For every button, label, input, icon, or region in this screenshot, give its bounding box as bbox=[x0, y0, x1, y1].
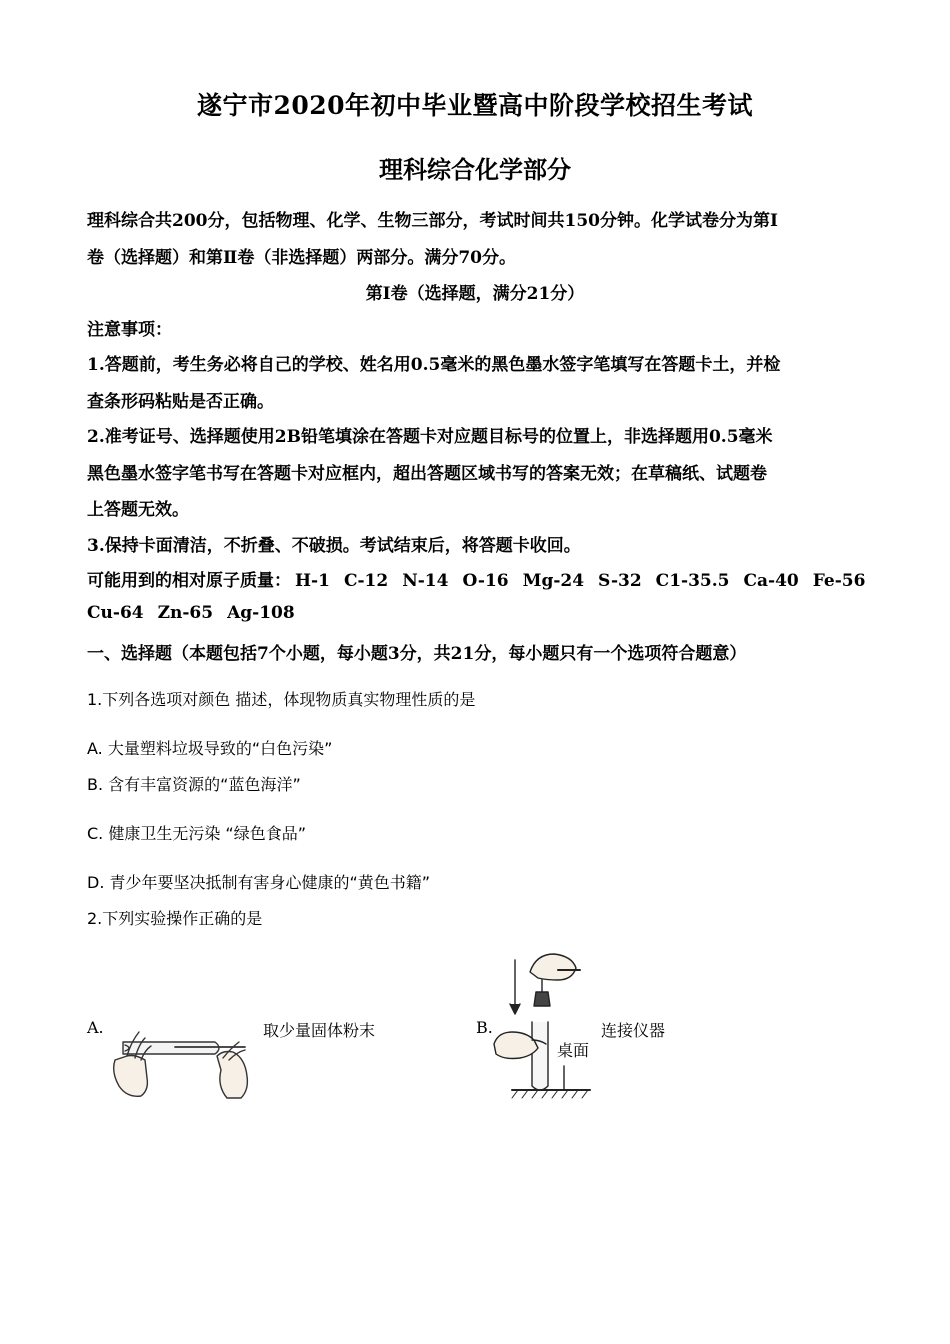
intro-line-2: 卷（选择题）和第Ⅱ卷（非选择题）两部分。满分70分。 bbox=[87, 248, 516, 268]
question-1-stem: 1.下列各选项对颜色 描述，体现物质真实物理性质的是 bbox=[87, 690, 476, 709]
mass-n: N-14 bbox=[402, 571, 449, 591]
question-2-option-a-letter: A. bbox=[87, 1018, 104, 1037]
notes-heading: 注意事项： bbox=[87, 320, 172, 340]
question-1-option-d: D. 青少年要坚决抵制有害身心健康的“黄色书籍” bbox=[87, 873, 431, 892]
part-one-heading: 一、选择题（本题包括7个小题，每小题3分，共21分，每小题只有一个选项符合题意） bbox=[87, 644, 747, 664]
atomic-masses-row-1 bbox=[87, 566, 879, 591]
connect-apparatus-illustration bbox=[492, 948, 596, 1100]
question-2-option-b-letter: B. bbox=[476, 1018, 493, 1037]
exam-title: 遂宁市2020年初中毕业暨高中阶段学校招生考试 bbox=[196, 91, 754, 120]
note-3: 3.保持卡面清洁，不折叠、不破损。考试结束后，将答题卡收回。 bbox=[87, 536, 581, 556]
question-1-option-a: A. 大量塑料垃圾导致的“白色污染” bbox=[87, 739, 333, 758]
exam-subtitle: 理科综合化学部分 bbox=[379, 155, 571, 184]
mass-mg: Mg-24 bbox=[522, 571, 585, 591]
desk-label: 桌面 bbox=[557, 1041, 590, 1060]
note-1-line-2: 查条形码粘贴是否正确。 bbox=[87, 392, 274, 412]
intro-line-1: 理科综合共200分，包括物理、化学、生物三部分，考试时间共150分钟。化学试卷分为第I bbox=[87, 211, 778, 231]
note-2-line-1: 2.准考证号、选择题使用2B铅笔填涂在答题卡对应题目标号的位置上，非选择题用0.5毫米 bbox=[87, 427, 773, 447]
question-2-option-b-caption: 连接仪器 bbox=[601, 1021, 666, 1040]
mass-o: O-16 bbox=[462, 571, 509, 591]
question-2-stem: 2.下列实验操作正确的是 bbox=[87, 909, 263, 928]
mass-c: C-12 bbox=[343, 571, 389, 591]
mass-cl: C1-35.5 bbox=[655, 571, 730, 591]
question-1-option-b: B. 含有丰富资源的“蓝色海洋” bbox=[87, 775, 301, 794]
mass-s: S-32 bbox=[598, 571, 642, 591]
mass-zn: Zn-65 bbox=[157, 603, 214, 623]
note-1-line-1: 1.答题前，考生务必将自己的学校、姓名用0.5毫米的黑色墨水签字笔填写在答题卡土，并检 bbox=[87, 355, 781, 375]
mass-fe: Fe-56 bbox=[812, 571, 866, 591]
mass-ca: Ca-40 bbox=[743, 571, 799, 591]
test-tube-powder-illustration bbox=[105, 1020, 255, 1102]
atomic-masses-row-2 bbox=[87, 603, 309, 623]
mass-cu: Cu-64 bbox=[87, 603, 144, 623]
atomic-masses-label: 可能用到的相对原子质量： bbox=[87, 571, 291, 591]
mass-h: H-1 bbox=[295, 571, 330, 591]
question-1-option-c: C. 健康卫生无污染 “绿色食品” bbox=[87, 824, 307, 843]
note-2-line-3: 上答题无效。 bbox=[87, 500, 189, 520]
mass-ag: Ag-108 bbox=[227, 603, 295, 623]
note-2-line-2: 黑色墨水签字笔书写在答题卡对应框内，超出答题区域书写的答案无效；在草稿纸、试题卷 bbox=[87, 464, 767, 484]
section-header: 第I卷（选择题，满分21分） bbox=[365, 284, 585, 304]
question-2-option-a-caption: 取少量固体粉末 bbox=[263, 1021, 376, 1040]
